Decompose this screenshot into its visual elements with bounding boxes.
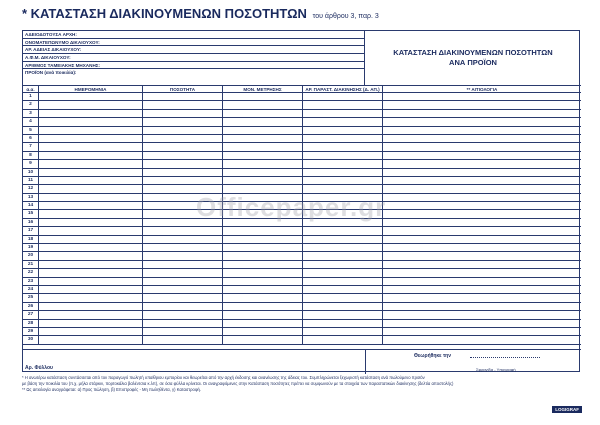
table-cell[interactable]	[383, 261, 581, 268]
row-number: 22	[23, 269, 39, 276]
table-cell[interactable]	[143, 227, 223, 234]
table-cell[interactable]	[383, 143, 581, 150]
table-cell[interactable]	[223, 328, 303, 335]
table-cell[interactable]	[303, 135, 383, 142]
table-cell[interactable]	[143, 101, 223, 108]
table-row	[23, 336, 581, 344]
table-cell[interactable]	[39, 336, 143, 343]
table-cell[interactable]	[143, 261, 223, 268]
row-number: 17	[23, 227, 39, 234]
table-cell[interactable]	[383, 236, 581, 243]
table-row	[23, 303, 581, 311]
table-header	[23, 85, 581, 93]
table-cell[interactable]	[39, 202, 143, 209]
table-cell[interactable]	[39, 110, 143, 117]
table-cell[interactable]	[39, 194, 143, 201]
table-cell[interactable]	[143, 303, 223, 310]
table-cell[interactable]	[383, 278, 581, 285]
row-number: 3	[23, 110, 39, 117]
table-cell[interactable]	[39, 294, 143, 301]
brand-logo: LOGIGRAF	[552, 406, 582, 413]
table-row	[23, 328, 581, 336]
table-cell[interactable]	[223, 152, 303, 159]
table-cell[interactable]	[383, 328, 581, 335]
col-reason: ** ΑΙΤΙΟΛΟΓΙΑ	[466, 87, 498, 92]
table-cell[interactable]	[383, 202, 581, 209]
row-number: 15	[23, 210, 39, 217]
table-cell[interactable]	[39, 244, 143, 251]
table-cell[interactable]	[143, 336, 223, 343]
form-notes	[22, 375, 582, 393]
table-cell[interactable]	[303, 269, 383, 276]
table-row	[23, 152, 581, 160]
table-cell[interactable]	[143, 311, 223, 318]
table-cell[interactable]	[303, 143, 383, 150]
table-cell[interactable]	[303, 118, 383, 125]
table-row	[23, 118, 581, 126]
table-cell[interactable]	[223, 110, 303, 117]
table-cell[interactable]	[383, 135, 581, 142]
table-cell[interactable]	[383, 169, 581, 176]
table-cell[interactable]	[39, 320, 143, 327]
row-number: 27	[23, 311, 39, 318]
row-number: 21	[23, 261, 39, 268]
table-cell[interactable]	[303, 152, 383, 159]
table-row	[23, 236, 581, 244]
col-unit: ΜΟΝ. ΜΕΤΡΗΣΗΣ	[223, 86, 303, 92]
table-cell[interactable]	[223, 169, 303, 176]
table-cell[interactable]	[223, 143, 303, 150]
table-row	[23, 93, 581, 101]
row-number: 16	[23, 219, 39, 226]
table-cell[interactable]	[143, 278, 223, 285]
table-row	[23, 135, 581, 143]
form-title-sub: του άρθρου 3, παρ. 3	[312, 13, 379, 20]
table-cell[interactable]	[223, 177, 303, 184]
form-title-main: * ΚΑΤΑΣΤΑΣΗ ΔΙΑΚΙΝΟΥΜΕΝΩΝ ΠΟΣΟΤΗΤΩΝ	[22, 6, 307, 21]
table-row	[23, 278, 581, 286]
table-cell[interactable]	[223, 236, 303, 243]
row-number: 1	[23, 93, 39, 100]
table-row	[23, 269, 581, 277]
table-cell[interactable]	[383, 336, 581, 343]
table-cell[interactable]	[223, 278, 303, 285]
table-cell[interactable]	[303, 101, 383, 108]
table-cell[interactable]	[143, 118, 223, 125]
table-cell[interactable]	[303, 294, 383, 301]
table-cell[interactable]	[383, 227, 581, 234]
row-number: 5	[23, 127, 39, 134]
table-row	[23, 160, 581, 168]
row-number: 10	[23, 169, 39, 176]
table-cell[interactable]	[39, 328, 143, 335]
field-tax-number[interactable]: Α.Φ.Μ. ΔΙΚΑΙΟΥΧΟΥ:	[23, 54, 364, 62]
table-cell[interactable]	[223, 294, 303, 301]
table-cell[interactable]	[223, 135, 303, 142]
table-cell[interactable]	[303, 160, 383, 167]
table-cell[interactable]	[39, 236, 143, 243]
table-cell[interactable]	[223, 261, 303, 268]
table-cell[interactable]	[383, 252, 581, 259]
table-cell[interactable]	[383, 303, 581, 310]
table-cell[interactable]	[223, 269, 303, 276]
col-doc-number: ΑΡ. ΠΑΡΑΣΤ. ΔΙΑΚΙΝΗΣΗΣ (Δ. ΑΠ.)	[303, 86, 383, 92]
col-date: ΗΜΕΡΟΜΗΝΙΑ	[39, 86, 143, 92]
table-cell[interactable]	[303, 93, 383, 100]
table-cell[interactable]	[143, 294, 223, 301]
table-cell[interactable]	[223, 127, 303, 134]
table-row	[23, 101, 581, 109]
row-number: 4	[23, 118, 39, 125]
field-cash-register[interactable]: ΑΡΙΘΜΟΣ ΤΑΜΕΙΑΚΗΣ ΜΗΧΑΝΗΣ:	[23, 62, 364, 70]
table-row	[23, 286, 581, 294]
table-cell[interactable]	[223, 101, 303, 108]
table-cell[interactable]	[223, 118, 303, 125]
note-line-1: * Η ανωτέρω κατάσταση συντάσσεται από τον παραγωγό πωλητή υπαίθριου εμπορίου και θεωρείται από την αρχή έκδοσης και ανανέωσης της άδειας του. Συμπληρώνεται ξεχωριστή κατάσταση ανά πωλούμενο προϊόν	[22, 375, 425, 380]
row-number: 8	[23, 152, 39, 159]
table-cell[interactable]	[303, 177, 383, 184]
table-cell[interactable]	[303, 110, 383, 117]
table-cell[interactable]	[143, 143, 223, 150]
table-row	[23, 127, 581, 135]
row-number: 2	[23, 101, 39, 108]
form-footer	[23, 349, 581, 373]
table-cell[interactable]	[143, 252, 223, 259]
row-number: 7	[23, 143, 39, 150]
table-cell[interactable]	[223, 320, 303, 327]
table-cell[interactable]	[303, 328, 383, 335]
table-row	[23, 320, 581, 328]
table-cell[interactable]	[223, 311, 303, 318]
table-cell[interactable]	[303, 244, 383, 251]
row-number: 23	[23, 278, 39, 285]
table-cell[interactable]	[303, 336, 383, 343]
table-cell[interactable]	[223, 227, 303, 234]
table-cell[interactable]	[383, 110, 581, 117]
sheet-number-label: Αρ. Φύλλου	[25, 365, 53, 371]
field-license-number[interactable]: ΑΡ. ΑΔΕΙΑΣ ΔΙΚΑΙΟΥΧΟΥ:	[23, 46, 364, 54]
row-number: 6	[23, 135, 39, 142]
table-cell[interactable]	[39, 101, 143, 108]
table-cell[interactable]	[383, 320, 581, 327]
table-cell[interactable]	[383, 160, 581, 167]
form-title	[22, 6, 379, 21]
table-cell[interactable]	[223, 336, 303, 343]
table-cell[interactable]	[223, 160, 303, 167]
row-number: 11	[23, 177, 39, 184]
table-row	[23, 311, 581, 319]
table-cell[interactable]	[39, 93, 143, 100]
table-cell[interactable]	[223, 244, 303, 251]
table-cell[interactable]	[383, 269, 581, 276]
table-row	[23, 294, 581, 302]
stamp-signature-label: Σφραγίδα - Υπογραφή	[476, 367, 516, 372]
table-cell[interactable]	[143, 152, 223, 159]
table-cell[interactable]	[303, 261, 383, 268]
table-row	[23, 227, 581, 235]
table-cell[interactable]	[39, 269, 143, 276]
table-cell[interactable]	[383, 101, 581, 108]
row-number: 13	[23, 194, 39, 201]
table-cell[interactable]	[303, 278, 383, 285]
table-row	[23, 177, 581, 185]
header-title-line1: ΚΑΤΑΣΤΑΣΗ ΔΙΑΚΙΝΟΥΜΕΝΩΝ ΠΟΣΟΤΗΤΩΝ	[393, 48, 553, 57]
table-cell[interactable]	[39, 143, 143, 150]
table-cell[interactable]	[383, 185, 581, 192]
row-number: 14	[23, 202, 39, 209]
note-line-2: με βάση την ποικιλία του (π.χ. μήλα στάρκιν, πορτοκάλια βαλέντσια κ.λπ), σε όσα φύλλα κρίνεται. Οι αναγραφόμενες στην Κατάσταση ποσότητες πρέπει να συμφωνούν με τα στοιχεία των παραστατικών διακίνησης (δελτία αποστολής)	[22, 381, 454, 386]
table-cell[interactable]	[39, 303, 143, 310]
note-line-3: ** Ως αιτιολογία αναγράφεται: α) Προς πώληση, β) Επιστροφές - Μη πωληθέντα, γ) Καταστροφή.	[22, 387, 202, 392]
header-fields	[23, 31, 365, 85]
field-beneficiary-name[interactable]: ΟΝΟΜΑΤΕΠΩΝΥΜΟ ΔΙΚΑΙΟΥΧΟΥ:	[23, 39, 364, 47]
table-cell[interactable]	[303, 127, 383, 134]
table-cell[interactable]	[143, 110, 223, 117]
table-cell[interactable]	[303, 252, 383, 259]
verification-date-line[interactable]	[470, 357, 540, 358]
row-number: 24	[23, 286, 39, 293]
table-cell[interactable]	[303, 311, 383, 318]
field-issuing-authority[interactable]: ΑΔΕΙΟΔΟΤΟΥΣΑ ΑΡΧΗ:	[23, 31, 364, 39]
row-number: 12	[23, 185, 39, 192]
table-cell[interactable]	[383, 210, 581, 217]
table-cell[interactable]	[39, 252, 143, 259]
table-cell[interactable]	[143, 320, 223, 327]
col-aa: α.α.	[23, 86, 39, 92]
row-number: 29	[23, 328, 39, 335]
table-cell[interactable]	[383, 286, 581, 293]
table-cell[interactable]	[383, 194, 581, 201]
table-row	[23, 261, 581, 269]
table-cell[interactable]	[143, 127, 223, 134]
table-cell[interactable]	[39, 127, 143, 134]
header-title-line2: ΑΝΑ ΠΡΟΪΟΝ	[449, 58, 497, 67]
table-row	[23, 244, 581, 252]
table-cell[interactable]	[223, 303, 303, 310]
table-cell[interactable]	[39, 227, 143, 234]
table-cell[interactable]	[383, 93, 581, 100]
table-cell[interactable]	[143, 177, 223, 184]
table-row	[23, 143, 581, 151]
table-cell[interactable]	[39, 261, 143, 268]
table-cell[interactable]	[303, 169, 383, 176]
row-number: 20	[23, 252, 39, 259]
table-cell[interactable]	[383, 311, 581, 318]
row-number: 25	[23, 294, 39, 301]
table-cell[interactable]	[143, 269, 223, 276]
table-cell[interactable]	[223, 286, 303, 293]
row-number: 28	[23, 320, 39, 327]
table-row	[23, 110, 581, 118]
table-cell[interactable]	[383, 219, 581, 226]
table-cell[interactable]	[143, 328, 223, 335]
table-cell[interactable]	[383, 177, 581, 184]
row-number: 9	[23, 160, 39, 167]
row-number: 30	[23, 336, 39, 343]
table-cell[interactable]	[143, 236, 223, 243]
table-cell[interactable]	[383, 294, 581, 301]
table-cell[interactable]	[143, 135, 223, 142]
table-cell[interactable]	[39, 118, 143, 125]
table-cell[interactable]	[39, 286, 143, 293]
table-cell[interactable]	[383, 118, 581, 125]
field-product[interactable]: ΠΡΟΪΟΝ (ανά ποικιλία):	[25, 70, 77, 76]
table-cell[interactable]	[383, 152, 581, 159]
table-row	[23, 252, 581, 260]
table-cell[interactable]	[39, 311, 143, 318]
row-number: 26	[23, 303, 39, 310]
table-cell[interactable]	[143, 169, 223, 176]
table-cell[interactable]	[303, 227, 383, 234]
table-cell[interactable]	[39, 185, 143, 192]
col-quantity: ΠΟΣΟΤΗΤΑ	[143, 86, 223, 92]
table-cell[interactable]	[303, 286, 383, 293]
row-number: 19	[23, 244, 39, 251]
watermark: Officepaper.gr	[196, 192, 387, 222]
table-cell[interactable]	[303, 320, 383, 327]
table-cell[interactable]	[143, 160, 223, 167]
table-cell[interactable]	[143, 286, 223, 293]
table-cell[interactable]	[39, 210, 143, 217]
table-cell[interactable]	[383, 127, 581, 134]
table-cell[interactable]	[303, 303, 383, 310]
table-cell[interactable]	[383, 244, 581, 251]
row-number: 18	[23, 236, 39, 243]
table-cell[interactable]	[39, 278, 143, 285]
verification-box	[365, 350, 581, 374]
verification-label: Θεωρήθηκε την	[414, 353, 452, 359]
table-cell[interactable]	[39, 152, 143, 159]
table-cell[interactable]	[143, 244, 223, 251]
table-row	[23, 169, 581, 177]
table-cell[interactable]	[39, 169, 143, 176]
table-cell[interactable]	[143, 93, 223, 100]
table-cell[interactable]	[223, 252, 303, 259]
table-cell[interactable]	[303, 236, 383, 243]
header-title-box	[365, 31, 581, 85]
table-cell[interactable]	[39, 219, 143, 226]
table-cell[interactable]	[39, 177, 143, 184]
table-cell[interactable]	[39, 135, 143, 142]
table-cell[interactable]	[39, 160, 143, 167]
table-cell[interactable]	[223, 93, 303, 100]
